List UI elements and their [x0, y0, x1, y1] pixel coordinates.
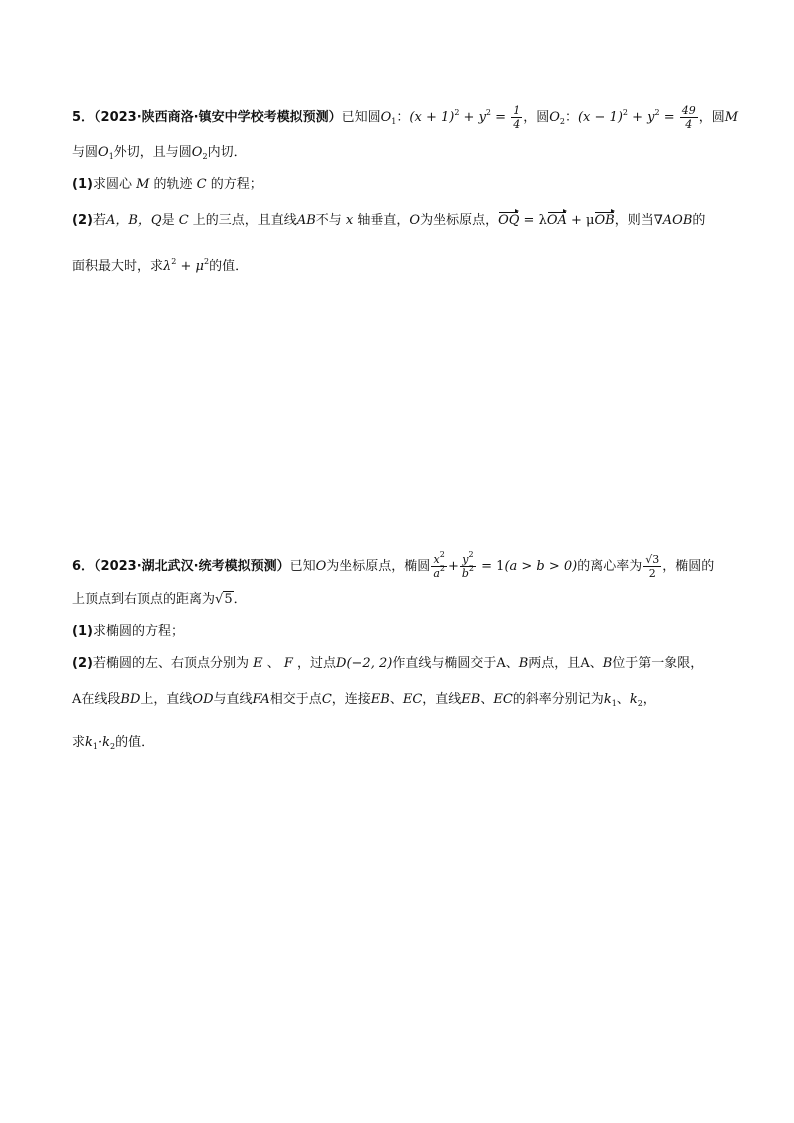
- q6-part-2: (2)若椭圆的左、右顶点分别为 E 、 F ，过点D(−2, 2)作直线与椭圆交于A、B两点，且A、B位于第一象限，: [72, 656, 704, 671]
- q5-comma-circle: ，圆: [523, 110, 550, 125]
- q5-part-1: (1)求圆心 M 的轨迹 C 的方程；: [72, 177, 263, 192]
- vector-oq: OQ: [498, 211, 519, 231]
- fraction-49-4: $\frac{49}{4}$: [681, 104, 696, 131]
- q5-line-1: 5．（2023·陕西商洛·镇安中学校考模拟预测）已知圆$O_1$：$(x + 1)^2 + y^2$ = $\frac{1}{4}$ ，圆$O_2$：$(x - 1)^2 + y^2$ = $\frac{49}{4}$ ，圆M: [72, 104, 739, 131]
- fraction-y2-b2: $\frac{y^2}{b^2}$: [461, 550, 475, 580]
- q6-line-6: 求$k_1\cdot k_2$的值．: [72, 735, 155, 751]
- q6-line-1: 6．（2023·湖北武汉·统考模拟预测）已知O为坐标原点，椭圆 $\frac{x^2}{a^2}$ + $\frac{y^2}{b^2}$ = 1(a > b > 0)的离心率为 $\frac{√3}{2}$ ，椭圆的: [72, 550, 715, 580]
- circle2-equation: $(x - 1)^2 + y^2$ = $\frac{49}{4}$: [577, 104, 696, 131]
- q5-part-2: (2)若A，B，Q是 C 上的三点，且直线AB不与 x 轴垂直，O为坐标原点，OQ = λOA + μOB，则当∇AOB的: [72, 211, 705, 231]
- sqrt-5: √5: [215, 592, 233, 607]
- q5-line-6: 面积最大时，求$\lambda^2 + \mu^2$的值．: [72, 257, 249, 274]
- q5-source: （2023·陕西商洛·镇安中学校考模拟预测）: [94, 110, 342, 125]
- vector-ob: OB: [594, 211, 614, 231]
- q5-sep: ：: [396, 110, 410, 125]
- q5-number: 5．: [72, 110, 95, 125]
- q6-line-5: A在线段BD上，直线OD与直线FA相交于点C，连接EB、EC，直线EB、EC的斜率分别记为$k_1$、$k_2$，: [72, 692, 656, 708]
- math-o2: $O_2$: [549, 110, 565, 126]
- vector-oa: OA: [547, 211, 567, 231]
- math-o1: $O_1$: [380, 110, 397, 126]
- q5-intro: 已知圆: [341, 110, 381, 125]
- q5-line-2: 与圆$O_1$外切，且与圆$O_2$内切．: [72, 145, 247, 161]
- fraction-x2-a2: $\frac{x^2}{a^2}$: [433, 550, 445, 580]
- math-m: M: [724, 110, 739, 125]
- q6-line-2: 上顶点到右顶点的距离为√5．: [72, 592, 247, 607]
- circle1-equation: $(x + 1)^2 + y^2$ = $\frac{1}{4}$: [409, 104, 521, 131]
- q6-part-1: (1)求椭圆的方程；: [72, 624, 184, 639]
- fraction-sqrt3-2: $\frac{√3}{2}$: [645, 553, 660, 580]
- fraction-1-4: $\frac{1}{4}$: [513, 104, 521, 131]
